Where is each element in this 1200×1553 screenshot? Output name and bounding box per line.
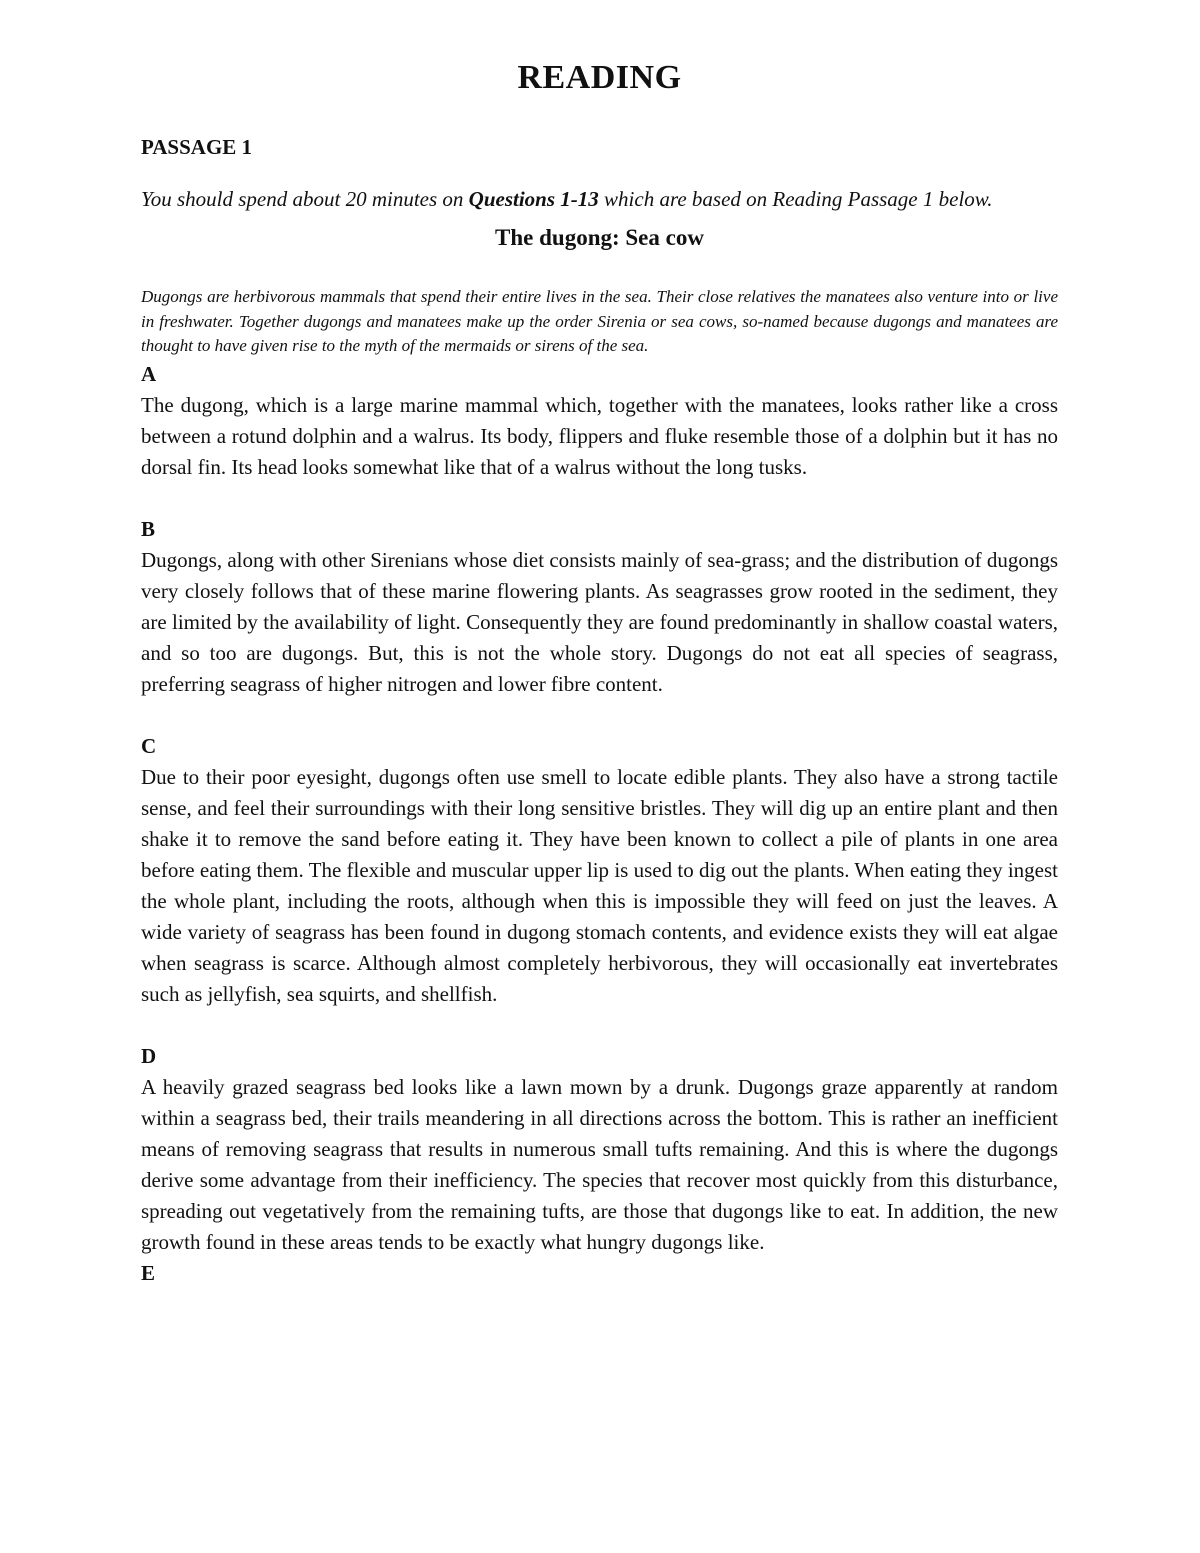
- instruction-after: which are based on Reading Passage 1 below.: [598, 187, 993, 211]
- section-letter: B: [141, 516, 156, 541]
- section-letter: A: [141, 361, 157, 386]
- paragraph-spacer: [141, 483, 1058, 514]
- section-letter: E: [141, 1260, 156, 1285]
- section-letter: D: [141, 1043, 157, 1068]
- paragraph-spacer: [141, 1010, 1058, 1041]
- section-paragraph: A heavily grazed seagrass bed looks like a lawn mown by a drunk. Dugongs graze apparently at random within a seagrass bed, their trails meandering in all directions across the bottom. This is rather an inefficient means of removing seagrass that results in numerous small tufts remaining. And this is where the dugongs derive some advantage from their inefficiency. The species that recover most quickly from this disturbance, spreading out vegetatively from the remaining tufts, are those that dugongs like to eat. In addition, the new growth found in these areas tends to be exactly what hungry dugongs like.: [141, 1074, 1058, 1254]
- passage-label: PASSAGE 1: [141, 135, 253, 159]
- section-c: [141, 731, 1058, 1010]
- instruction-before: You should spend about 20 minutes on: [141, 187, 469, 211]
- page-title: READING: [517, 59, 682, 96]
- article-intro: Dugongs are herbivorous mammals that spend their entire lives in the sea. Their close relatives the manatees also venture into or live in freshwater. Together dugongs and manatees make up the order Sirenia or sea cows, so-named because dugongs and manatees are thought to have given rise to the myth of the mermaids or sirens of the sea.: [141, 287, 1058, 355]
- section-paragraph: Due to their poor eyesight, dugongs often use smell to locate edible plants. They also have a strong tactile sense, and feel their surroundings with their long sensitive bristles. They will dig up an entire plant and then shake it to remove the sand before eating it. They have been known to collect a pile of plants in one area before eating them. The flexible and muscular upper lip is used to dig out the plants. When eating they ingest the whole plant, including the roots, although when this is impossible they will feed on just the leaves. A wide variety of seagrass has been found in dugong stomach contents, and evidence exists they will eat algae when seagrass is scarce. Although almost completely herbivorous, they will occasionally eat invertebrates such as jellyfish, sea squirts, and shellfish.: [141, 764, 1058, 1006]
- section-d: [141, 1041, 1058, 1258]
- section-a: [141, 359, 1058, 483]
- section-letter: C: [141, 733, 157, 758]
- section-paragraph: Dugongs, along with other Sirenians whose diet consists mainly of sea-grass; and the distribution of dugongs very closely follows that of these marine flowering plants. As seagrasses grow rooted in the sediment, they are limited by the availability of light. Consequently they are found predominantly in shallow coastal waters, and so too are dugongs. But, this is not the whole story. Dugongs do not eat all species of seagrass, preferring seagrass of higher nitrogen and lower fibre content.: [141, 547, 1058, 696]
- section-paragraph: The dugong, which is a large marine mammal which, together with the manatees, looks rather like a cross between a rotund dolphin and a walrus. Its body, flippers and fluke resemble those of a dolphin but it has no dorsal fin. Its head looks somewhat like that of a walrus without the long tusks.: [141, 392, 1058, 479]
- instruction-text: [141, 186, 1058, 213]
- article-title: The dugong: Sea cow: [495, 225, 704, 250]
- section-b: [141, 514, 1058, 700]
- section-e: [141, 1258, 1058, 1289]
- paragraph-spacer: [141, 700, 1058, 731]
- instruction-emphasis: Questions 1-13: [468, 187, 599, 211]
